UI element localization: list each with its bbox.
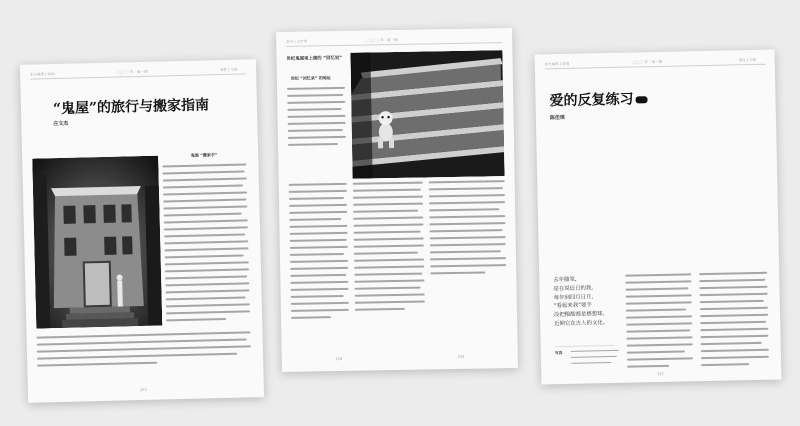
- caption-text: [571, 350, 619, 371]
- haunted-house-photo: [32, 156, 162, 329]
- magazine-page-left: [20, 59, 264, 403]
- body-text-column-2: [353, 182, 426, 343]
- page-number: 153: [139, 387, 147, 393]
- body-text-column-1: [289, 183, 350, 344]
- section-heading: 世纪 “回忆录” 的地址: [290, 75, 331, 81]
- page-number-left: 154: [335, 356, 343, 362]
- running-head-center: 二〇二三年 · 第一期: [366, 37, 398, 43]
- article-author: 庄文杰: [53, 120, 69, 128]
- page-number: 157: [657, 371, 665, 377]
- body-text-column-3: [429, 180, 508, 341]
- caption-label: 写真: [554, 350, 563, 356]
- stairs-doll-photo: [350, 50, 504, 179]
- running-head-left: 东方 | 文学季: [286, 39, 308, 44]
- page-number-right: 155: [457, 354, 465, 359]
- poem-rule: [555, 345, 615, 347]
- running-head-right: 居住 | 空间: [220, 67, 238, 73]
- section-heading: 鬼屋 “搬家手”: [190, 152, 218, 158]
- poem-line: 每年到四月日月,: [553, 293, 594, 301]
- poem-line: 近期它在古人的文化。: [554, 320, 609, 328]
- article-title: [549, 88, 647, 110]
- running-head-left: 东方城事 | 时间: [544, 61, 570, 67]
- running-head-center: 二〇二三年 · 第一期: [630, 59, 663, 65]
- poem-line: 去年随笔,: [553, 276, 577, 284]
- running-head-left: 东方城事 | 时间: [30, 72, 55, 77]
- poem-line: “看起来我”要手: [553, 302, 592, 310]
- running-head-right: 居住 | 空间: [738, 57, 757, 63]
- title-badge-icon: [635, 96, 647, 103]
- article-title-text: 爱的反复练习: [549, 91, 634, 110]
- running-head-center: 二〇二三年 · 第一期: [116, 69, 148, 75]
- body-text-column-1: [625, 273, 693, 377]
- poem-line: 是在说近日的我,: [553, 285, 593, 293]
- body-text-column: [162, 163, 250, 327]
- subtitle: 世纪鬼屋里上演的 “回忆说”: [286, 55, 343, 62]
- body-text-column-2: [699, 272, 769, 373]
- magazine-page-right: [535, 50, 782, 385]
- body-text-bottom: [37, 331, 252, 376]
- body-text-column: [287, 87, 346, 158]
- article-title: “鬼屋”的旅行与搬家指南: [52, 97, 210, 118]
- poem-excerpt: [553, 275, 608, 329]
- magazine-page-middle: [276, 28, 518, 372]
- poem-line: 没把酸酸都是感想球,: [553, 311, 605, 319]
- article-author: 陈佳琪: [549, 114, 565, 122]
